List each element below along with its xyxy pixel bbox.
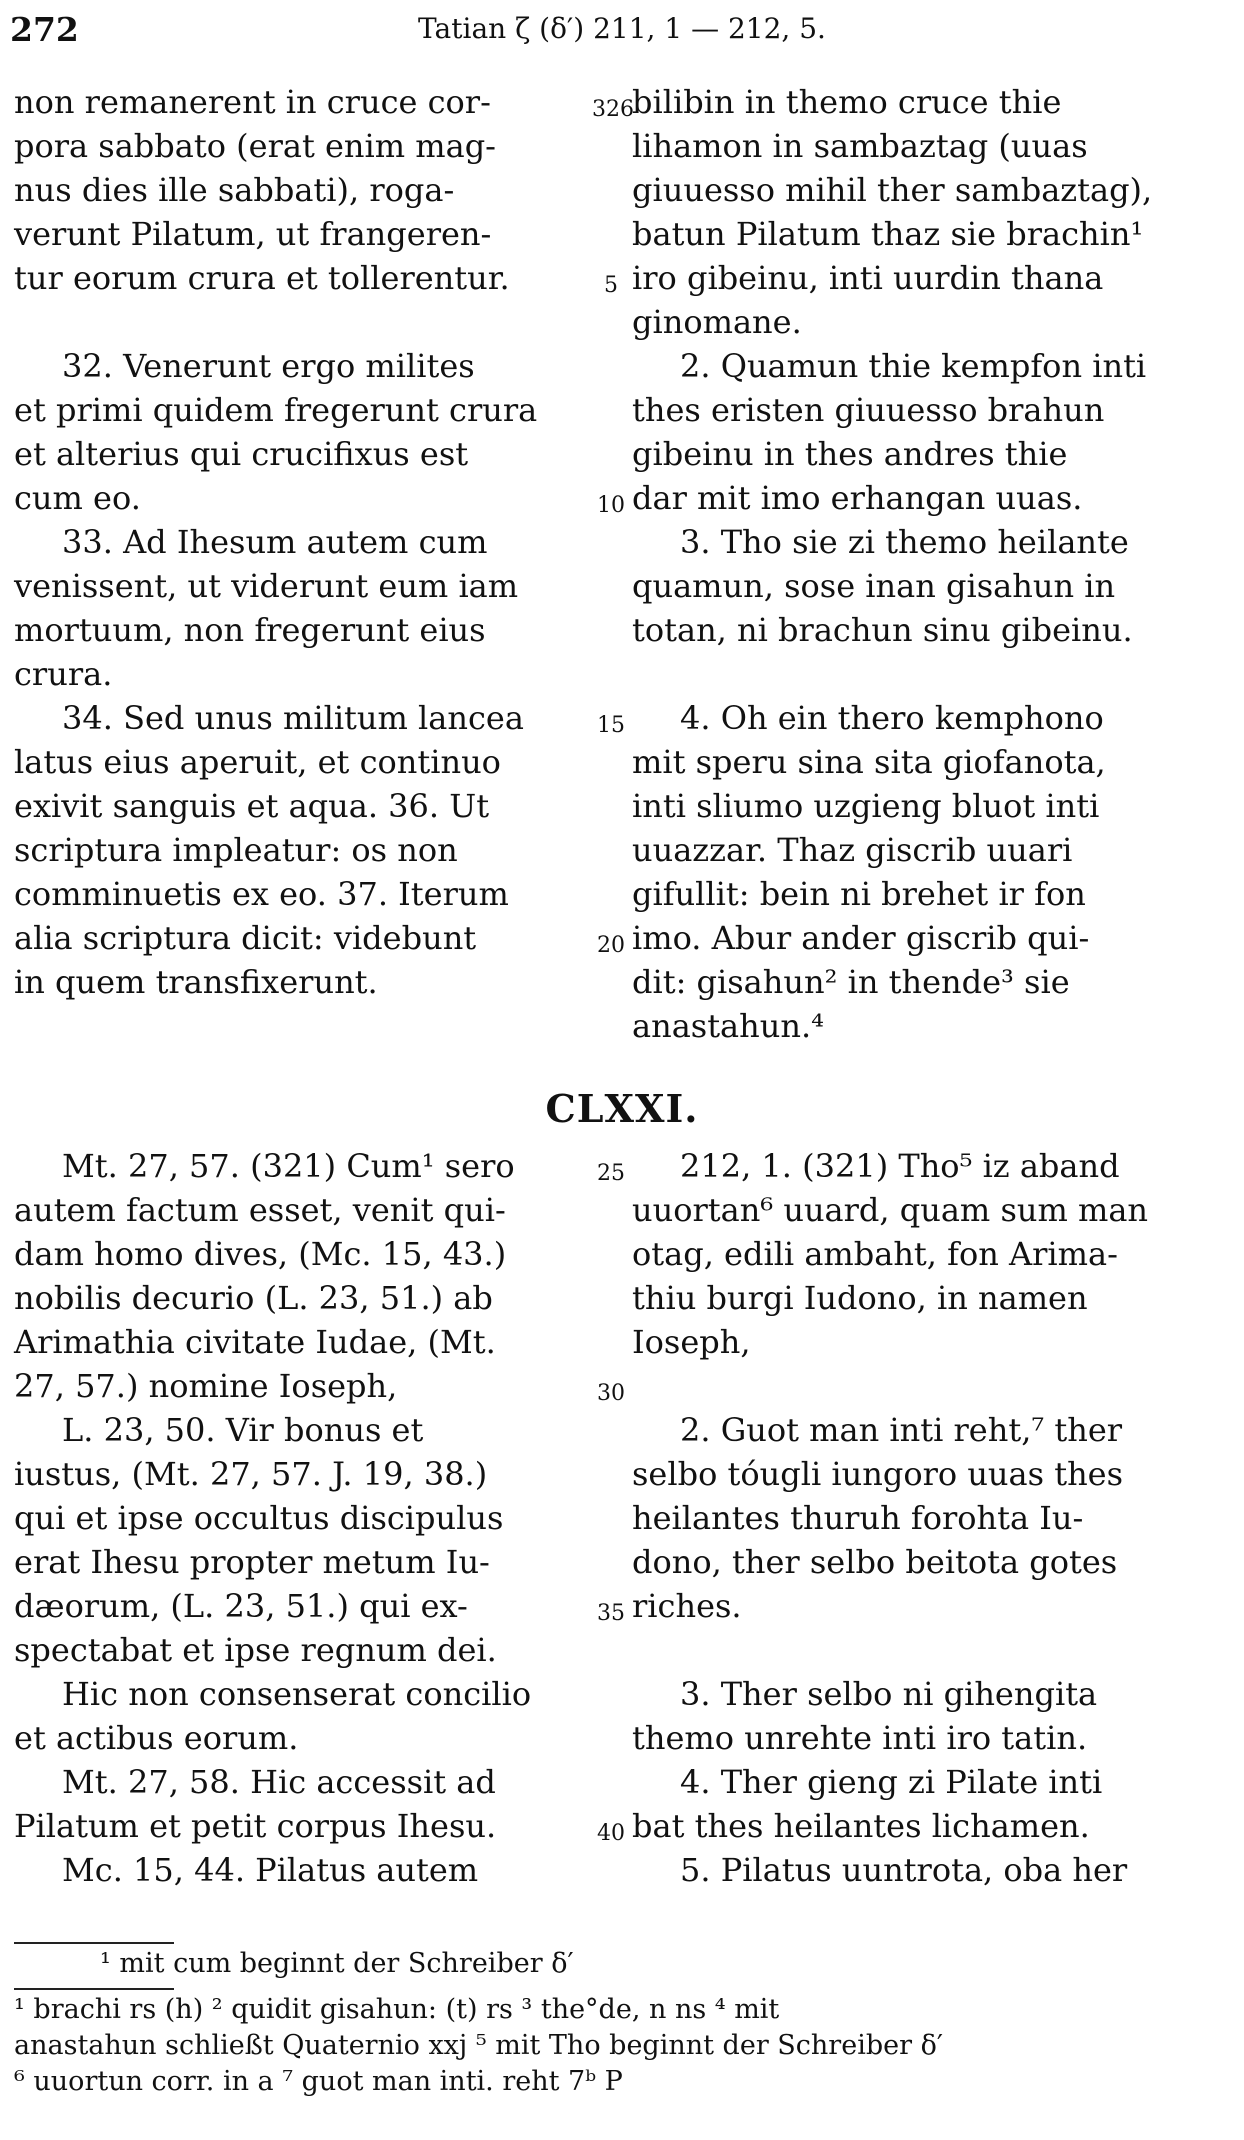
latin-column	[14, 696, 588, 1004]
ohg-column	[632, 696, 1198, 1048]
text-line: 3. Ther selbo ni gihengita	[680, 1675, 1098, 1713]
line-number: 326	[592, 97, 634, 122]
line-number: 40	[597, 1821, 625, 1846]
text-line: 4. Ther gieng zi Pilate inti	[680, 1763, 1103, 1801]
footnotes-apparatus	[14, 1992, 1204, 2100]
text-line: verunt Pilatum, ut frangeren-	[14, 215, 492, 253]
text-line: lihamon in sambaztag (uuas	[632, 127, 1088, 165]
text-line: Mt. 27, 57. (321) Cum¹ sero	[62, 1147, 515, 1185]
text-line: uuazzar. Thaz giscrib uuari	[632, 831, 1073, 869]
page-number: 272	[10, 10, 79, 49]
text-line: giuuesso mihil ther sambaztag),	[632, 171, 1153, 209]
text-line: iustus, (Mt. 27, 57. J. 19, 38.)	[14, 1455, 488, 1493]
text-line: bat thes heilantes lichamen.	[632, 1807, 1090, 1845]
text-line: latus eius aperuit, et continuo	[14, 743, 501, 781]
latin-column	[14, 344, 588, 520]
text-line: riches.	[632, 1587, 742, 1625]
text-line: crura.	[14, 655, 113, 693]
text-line: Ioseph,	[632, 1323, 751, 1361]
text-line: 27, 57.) nomine Ioseph,	[14, 1367, 398, 1405]
text-line: iro gibeinu, inti uurdin thana	[632, 259, 1104, 297]
line-number: 15	[597, 713, 625, 738]
ohg-column	[632, 520, 1198, 652]
text-line: pora sabbato (erat enim mag-	[14, 127, 496, 165]
text-line: spectabat et ipse regnum dei.	[14, 1631, 497, 1669]
ohg-column	[632, 80, 1198, 344]
text-line: Hic non consenserat concilio	[62, 1675, 532, 1713]
text-line: et actibus eorum.	[14, 1719, 299, 1757]
text-line: 2. Guot man inti reht,⁷ ther	[680, 1411, 1123, 1449]
text-line: et primi quidem fregerunt crura	[14, 391, 538, 429]
ohg-column	[632, 1144, 1198, 1364]
text-line: selbo tóugli iungoro uuas thes	[632, 1455, 1124, 1493]
text-line: Pilatum et petit corpus Ihesu.	[14, 1807, 497, 1845]
latin-column	[14, 80, 588, 300]
ohg-column	[632, 1848, 1198, 1892]
running-head: Tatian ζ (δ′) 211, 1 — 212, 5.	[418, 12, 826, 45]
text-line: 212, 1. (321) Tho⁵ iz aband	[680, 1147, 1120, 1185]
latin-column	[14, 1408, 588, 1672]
text-line: erat Ihesu propter metum Iu-	[14, 1543, 490, 1581]
text-line: gibeinu in thes andres thie	[632, 435, 1068, 473]
line-number: 20	[597, 933, 625, 958]
text-line: 33. Ad Ihesum autem cum	[62, 523, 488, 561]
text-line: nus dies ille sabbati), roga-	[14, 171, 455, 209]
text-line: Arimathia civitate Iudae, (Mt.	[14, 1323, 496, 1361]
footnote-line: ¹ brachi rs (h) ² quidit gisahun: (t) rs ³ the°de, n ns ⁴ mit	[14, 1994, 780, 2025]
section-title: CLXXI.	[545, 1086, 699, 1131]
text-line: non remanerent in cruce cor-	[14, 83, 491, 121]
latin-column	[14, 520, 588, 696]
latin-column	[14, 1848, 588, 1892]
ohg-column	[632, 344, 1198, 520]
ohg-column	[632, 1408, 1198, 1628]
text-line: gifullit: bein ni brehet ir fon	[632, 875, 1086, 913]
text-line: batun Pilatum thaz sie brachin¹	[632, 215, 1144, 253]
text-line: tur eorum crura et tollerentur.	[14, 259, 510, 297]
footnote-line: anastahun schließt Quaternio xxj ⁵ mit Tho beginnt der Schreiber δ′	[14, 2030, 943, 2061]
text-line: in quem transfixerunt.	[14, 963, 378, 1001]
text-line: et alterius qui crucifixus est	[14, 435, 469, 473]
text-line: 34. Sed unus militum lancea	[62, 699, 524, 737]
text-line: 32. Venerunt ergo milites	[62, 347, 475, 385]
footnote-line: ⁶ uuortun corr. in a ⁷ guot man inti. reht 7ᵇ P	[14, 2066, 623, 2097]
latin-column	[14, 1144, 588, 1408]
text-line: inti sliumo uzgieng bluot inti	[632, 787, 1100, 825]
text-line: comminuetis ex eo. 37. Iterum	[14, 875, 509, 913]
latin-column	[14, 1760, 588, 1848]
line-number: 10	[597, 493, 625, 518]
text-line: alia scriptura dicit: videbunt	[14, 919, 477, 957]
line-number: 30	[597, 1381, 625, 1406]
text-line: ginomane.	[632, 303, 802, 341]
text-line: thes eristen giuuesso brahun	[632, 391, 1105, 429]
text-line: imo. Abur ander giscrib qui-	[632, 919, 1090, 957]
text-line: exivit sanguis et aqua. 36. Ut	[14, 787, 490, 825]
text-line: dit: gisahun² in thende³ sie	[632, 963, 1070, 1001]
latin-column	[14, 1672, 588, 1760]
text-line: qui et ipse occultus discipulus	[14, 1499, 504, 1537]
text-line: dam homo dives, (Mc. 15, 43.)	[14, 1235, 507, 1273]
text-line: mortuum, non fregerunt eius	[14, 611, 486, 649]
text-line: 4. Oh ein thero kemphono	[680, 699, 1104, 737]
footnote-rule	[14, 1988, 174, 1990]
text-line: uuortan⁶ uuard, quam sum man	[632, 1191, 1149, 1229]
running-header	[10, 4, 1234, 56]
text-line: anastahun.⁴	[632, 1007, 824, 1045]
text-line: Mc. 15, 44. Pilatus autem	[62, 1851, 479, 1889]
text-line: 2. Quamun thie kempfon inti	[680, 347, 1147, 385]
text-line: bilibin in themo cruce thie	[632, 83, 1062, 121]
text-line: quamun, sose inan gisahun in	[632, 567, 1116, 605]
text-line: thiu burgi Iudono, in namen	[632, 1279, 1088, 1317]
ohg-column	[632, 1672, 1198, 1760]
footnote-delta: ¹ mit cum beginnt der Schreiber δ′	[100, 1948, 574, 1979]
text-line: themo unrehte inti iro tatin.	[632, 1719, 1088, 1757]
text-line: scriptura impleatur: os non	[14, 831, 458, 869]
line-number: 25	[597, 1161, 625, 1186]
text-line: venissent, ut viderunt eum iam	[14, 567, 519, 605]
text-line: autem factum esset, venit qui-	[14, 1191, 506, 1229]
text-line: dar mit imo erhangan uuas.	[632, 479, 1083, 517]
text-line: L. 23, 50. Vir bonus et	[62, 1411, 424, 1449]
text-line: heilantes thuruh forohta Iu-	[632, 1499, 1084, 1537]
line-number: 5	[604, 273, 618, 298]
ohg-column	[632, 1760, 1198, 1848]
text-line: dæorum, (L. 23, 51.) qui ex-	[14, 1587, 468, 1625]
text-line: totan, ni brachun sinu gibeinu.	[632, 611, 1133, 649]
text-line: otag, edili ambaht, fon Arima-	[632, 1235, 1118, 1273]
text-line: mit speru sina sita giofanota,	[632, 743, 1106, 781]
line-number: 35	[597, 1601, 625, 1626]
text-line: nobilis decurio (L. 23, 51.) ab	[14, 1279, 493, 1317]
text-line: Mt. 27, 58. Hic accessit ad	[62, 1763, 496, 1801]
text-line: 3. Tho sie zi themo heilante	[680, 523, 1129, 561]
text-line: cum eo.	[14, 479, 141, 517]
text-line: 5. Pilatus uuntrota, oba her	[680, 1851, 1128, 1889]
text-line: dono, ther selbo beitota gotes	[632, 1543, 1118, 1581]
